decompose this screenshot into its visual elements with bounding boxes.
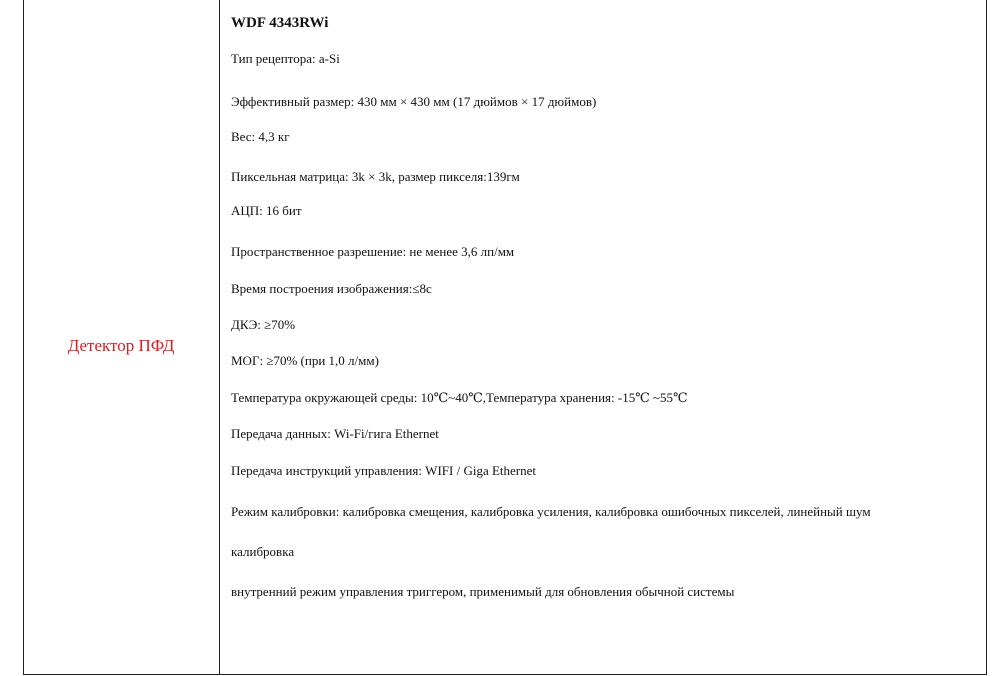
spec-line: Температура окружающей среды: 10℃~40℃,Температура хранения: -15℃ ~55℃ <box>231 390 688 405</box>
spec-line: внутренний режим управления триггером, применимый для обновления обычной системы <box>231 584 735 599</box>
spec-line: Тип рецептора: a-Si <box>231 51 340 66</box>
row-label: Детектор ПФД <box>67 336 175 355</box>
column-divider <box>219 0 220 675</box>
spec-line: Время построения изображения:≤8с <box>231 281 432 296</box>
spec-line: Вес: 4,3 кг <box>231 129 290 144</box>
spec-line: МОГ: ≥70% (при 1,0 л/мм) <box>231 353 379 368</box>
spec-line: Передача данных: Wi-Fi/гига Ethernet <box>231 426 439 441</box>
model-title: WDF 4343RWi <box>231 15 329 31</box>
spec-line: Режим калибровки: калибровка смещения, калибровка усиления, калибровка ошибочных пикселей, линейный шум <box>231 504 871 519</box>
spec-content <box>231 12 971 599</box>
spec-line: Передача инструкций управления: WIFI / Giga Ethernet <box>231 463 536 478</box>
spec-line: АЦП: 16 бит <box>231 203 302 218</box>
spec-line: Пространственное разрешение: не менее 3,6 лп/мм <box>231 244 515 259</box>
spec-line: ДКЭ: ≥70% <box>231 317 296 332</box>
spec-line: Эффективный размер: 430 мм × 430 мм (17 дюймов × 17 дюймов) <box>231 94 597 109</box>
spec-line: калибровка <box>231 544 295 559</box>
spec-line: Пиксельная матрица: 3k × 3k, размер пикселя:139гм <box>231 169 520 184</box>
